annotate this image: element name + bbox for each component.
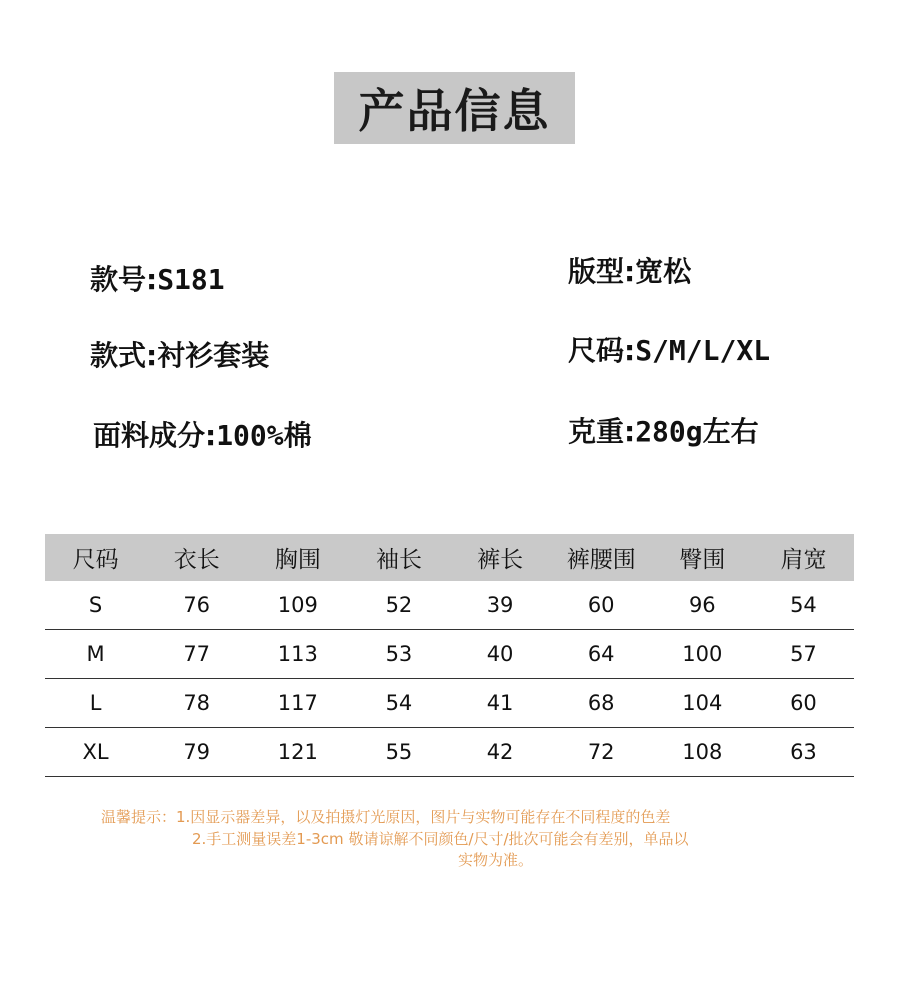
table-cell: 63 bbox=[753, 728, 854, 777]
table-cell: 104 bbox=[652, 679, 753, 728]
spec-style-no bbox=[90, 258, 225, 298]
col-header-chest: 胸围 bbox=[247, 534, 348, 581]
table-cell: 54 bbox=[753, 581, 854, 630]
spec-fit-label: 版型: bbox=[568, 255, 636, 288]
spec-sizes bbox=[568, 329, 770, 369]
table-row bbox=[45, 581, 854, 630]
spec-fabric-label: 面料成分: bbox=[93, 419, 217, 452]
note-line-3: 实物为准。 bbox=[458, 851, 534, 869]
table-cell: 108 bbox=[652, 728, 753, 777]
table-row bbox=[45, 728, 854, 777]
table-cell: 100 bbox=[652, 630, 753, 679]
table-cell: 40 bbox=[450, 630, 551, 679]
table-cell: 96 bbox=[652, 581, 753, 630]
table-cell: 39 bbox=[450, 581, 551, 630]
table-cell: 55 bbox=[348, 728, 449, 777]
col-header-sleeve: 袖长 bbox=[348, 534, 449, 581]
table-cell: 60 bbox=[753, 679, 854, 728]
table-cell: 77 bbox=[146, 630, 247, 679]
table-cell: 68 bbox=[551, 679, 652, 728]
table-cell: 57 bbox=[753, 630, 854, 679]
table-cell: 42 bbox=[450, 728, 551, 777]
table-cell: 113 bbox=[247, 630, 348, 679]
table-cell: XL bbox=[45, 728, 146, 777]
page-title-box bbox=[334, 72, 575, 144]
table-cell: 72 bbox=[551, 728, 652, 777]
page-title: 产品信息 bbox=[358, 84, 551, 138]
table-cell: 54 bbox=[348, 679, 449, 728]
spec-style-value: 衬衫套装 bbox=[157, 339, 270, 372]
spec-fit-value: 宽松 bbox=[635, 255, 692, 288]
col-header-waist: 裤腰围 bbox=[551, 534, 652, 581]
table-cell: 117 bbox=[247, 679, 348, 728]
spec-style-no-value: S181 bbox=[157, 263, 225, 296]
spec-sizes-label: 尺码: bbox=[568, 334, 636, 367]
spec-style-no-label: 款号: bbox=[90, 263, 158, 296]
spec-weight bbox=[568, 410, 759, 450]
col-header-size: 尺码 bbox=[45, 534, 146, 581]
table-cell: 52 bbox=[348, 581, 449, 630]
table-cell: 41 bbox=[450, 679, 551, 728]
table-cell: 76 bbox=[146, 581, 247, 630]
table-cell: S bbox=[45, 581, 146, 630]
table-cell: L bbox=[45, 679, 146, 728]
table-row bbox=[45, 679, 854, 728]
size-table bbox=[45, 534, 854, 777]
size-table-header-row bbox=[45, 534, 854, 581]
col-header-pants-length: 裤长 bbox=[450, 534, 551, 581]
spec-style bbox=[90, 334, 269, 374]
spec-sizes-value: S/M/L/XL bbox=[635, 334, 771, 367]
spec-fabric-value: 100%棉 bbox=[216, 419, 312, 452]
spec-fit bbox=[568, 250, 691, 290]
spec-fabric bbox=[93, 414, 312, 454]
table-row bbox=[45, 630, 854, 679]
col-header-length: 衣长 bbox=[146, 534, 247, 581]
col-header-shoulder: 肩宽 bbox=[753, 534, 854, 581]
table-cell: 79 bbox=[146, 728, 247, 777]
table-cell: 53 bbox=[348, 630, 449, 679]
spec-weight-value: 280g左右 bbox=[635, 415, 759, 448]
table-cell: 64 bbox=[551, 630, 652, 679]
spec-weight-label: 克重: bbox=[568, 415, 636, 448]
table-cell: 60 bbox=[551, 581, 652, 630]
note-line-2: 2.手工测量误差1-3cm 敬请谅解不同颜色/尺寸/批次可能会有差别，单品以 bbox=[192, 830, 689, 848]
table-cell: 121 bbox=[247, 728, 348, 777]
table-cell: 109 bbox=[247, 581, 348, 630]
col-header-hip: 臀围 bbox=[652, 534, 753, 581]
spec-style-label: 款式: bbox=[90, 339, 158, 372]
note-line-1: 温馨提示：1.因显示器差异，以及拍摄灯光原因，图片与实物可能存在不同程度的色差 bbox=[101, 808, 671, 826]
table-cell: M bbox=[45, 630, 146, 679]
table-cell: 78 bbox=[146, 679, 247, 728]
